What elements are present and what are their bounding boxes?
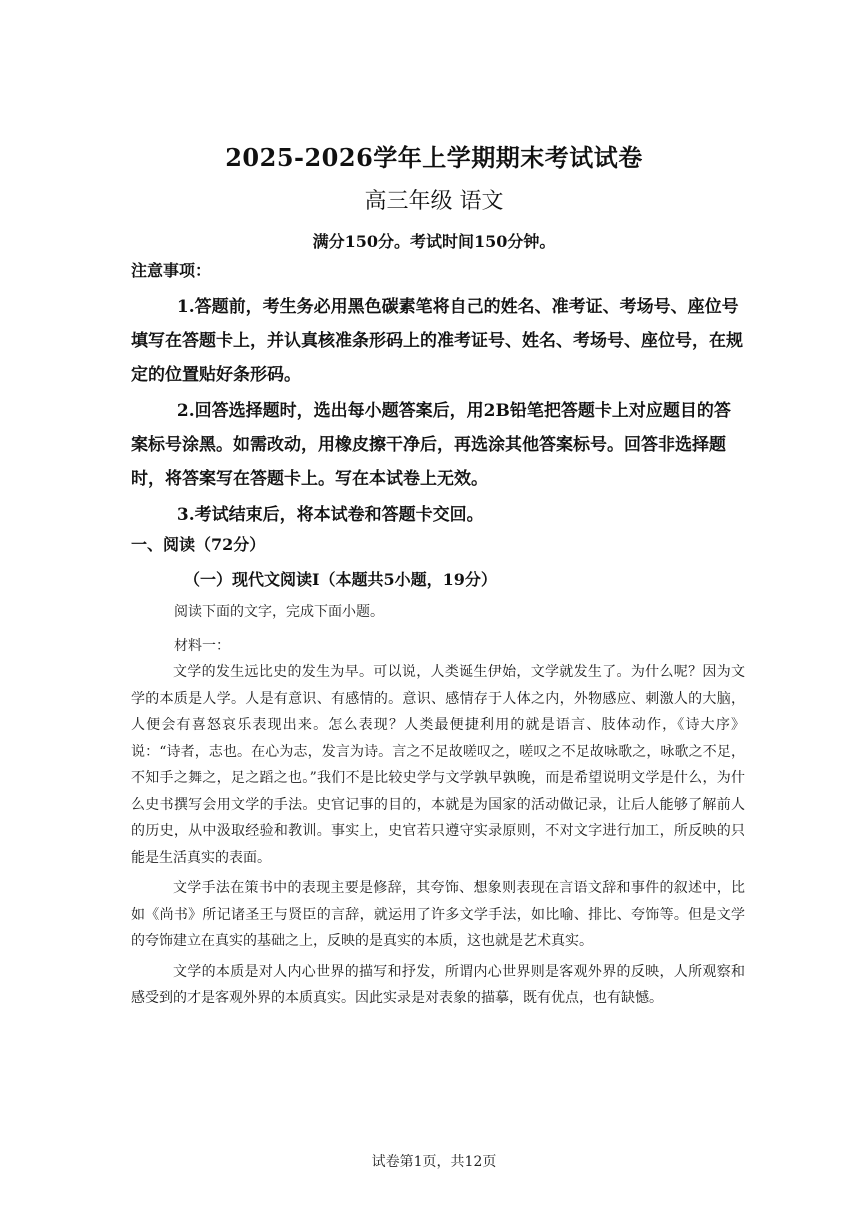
page-footer: 试卷第1页，共12页 bbox=[371, 1154, 497, 1170]
notice-heading: 注意事项： bbox=[131, 261, 212, 280]
material-label: 材料一： bbox=[174, 638, 230, 654]
notice-item-1: 1.答题前，考生务必用黑色碳素笔将自己的姓名、准考证、考场号、座位号填写在答题卡上，并认真核准条形码上的准考证号、姓名、考场号、座位号，在规定的位置贴好条形码。 bbox=[131, 297, 743, 385]
notice-list bbox=[131, 290, 743, 534]
notice-item-3: 3.考试结束后，将本试卷和答题卡交回。 bbox=[176, 505, 484, 525]
exam-subtitle: 高三年级 语文 bbox=[364, 189, 504, 214]
reading-instruction: 阅读下面的文字，完成下面小题。 bbox=[174, 604, 384, 620]
subsection-title: （一）现代文阅读I（本题共5小题，19分） bbox=[184, 570, 497, 589]
material-paragraph-3: 文学的本质是对人内心世界的描写和抒发，所谓内心世界则是客观外界的反映，人所观察和感受到的才是客观外界的本质真实。因此实录是对表象的描摹，既有优点，也有缺憾。 bbox=[131, 963, 745, 1006]
exam-title: 2025-2026学年上学期期末考试试卷 bbox=[225, 143, 643, 172]
section-title: 一、阅读（72分） bbox=[131, 535, 266, 554]
material-body bbox=[131, 659, 745, 1016]
material-paragraph-2: 文学手法在策书中的表现主要是修辞，其夸饰、想象则表现在言语文辞和事件的叙述中，比如《尚书》所记诸圣王与贤臣的言辞，就运用了许多文学手法，如比喻、排比、夸饰等。但是文学的夸饰建立在真实的基础之上，反映的是真实的本质，这也就是艺术真实。 bbox=[131, 880, 745, 949]
notice-item-2: 2.回答选择题时，选出每小题答案后，用2B铅笔把答题卡上对应题目的答案标号涂黑。如需改动，用橡皮擦干净后，再选涂其他答案标号。回答非选择题时，将答案写在答题卡上。写在本试卷上无效。 bbox=[131, 401, 731, 489]
score-line: 满分150分。考试时间150分钟。 bbox=[312, 232, 556, 251]
material-paragraph-1: 文学的发生远比史的发生为早。可以说，人类诞生伊始，文学就发生了。为什么呢？因为文学的本质是人学。人是有意识、有感情的。意识、感情存于人体之内，外物感应、刺激人的大脑，人便会有喜怒哀乐表现出来。怎么表现？人类最便捷利用的就是语言、肢体动作，《诗大序》说：“诗者，志也。在心为志，发言为诗。言之不足故嗟叹之，嗟叹之不足故咏歌之，咏歌之不足，不知手之舞之，足之蹈之也。”我们不是比较史学与文学孰早孰晚，而是希望说明文学是什么，为什么史书撰写会用文学的手法。史官记事的目的，本就是为国家的活动做记录，让后人能够了解前人的历史，从中汲取经验和教训。事实上，史官若只遵守实录原则，不对文字进行加工，所反映的只能是生活真实的表面。 bbox=[131, 664, 745, 866]
